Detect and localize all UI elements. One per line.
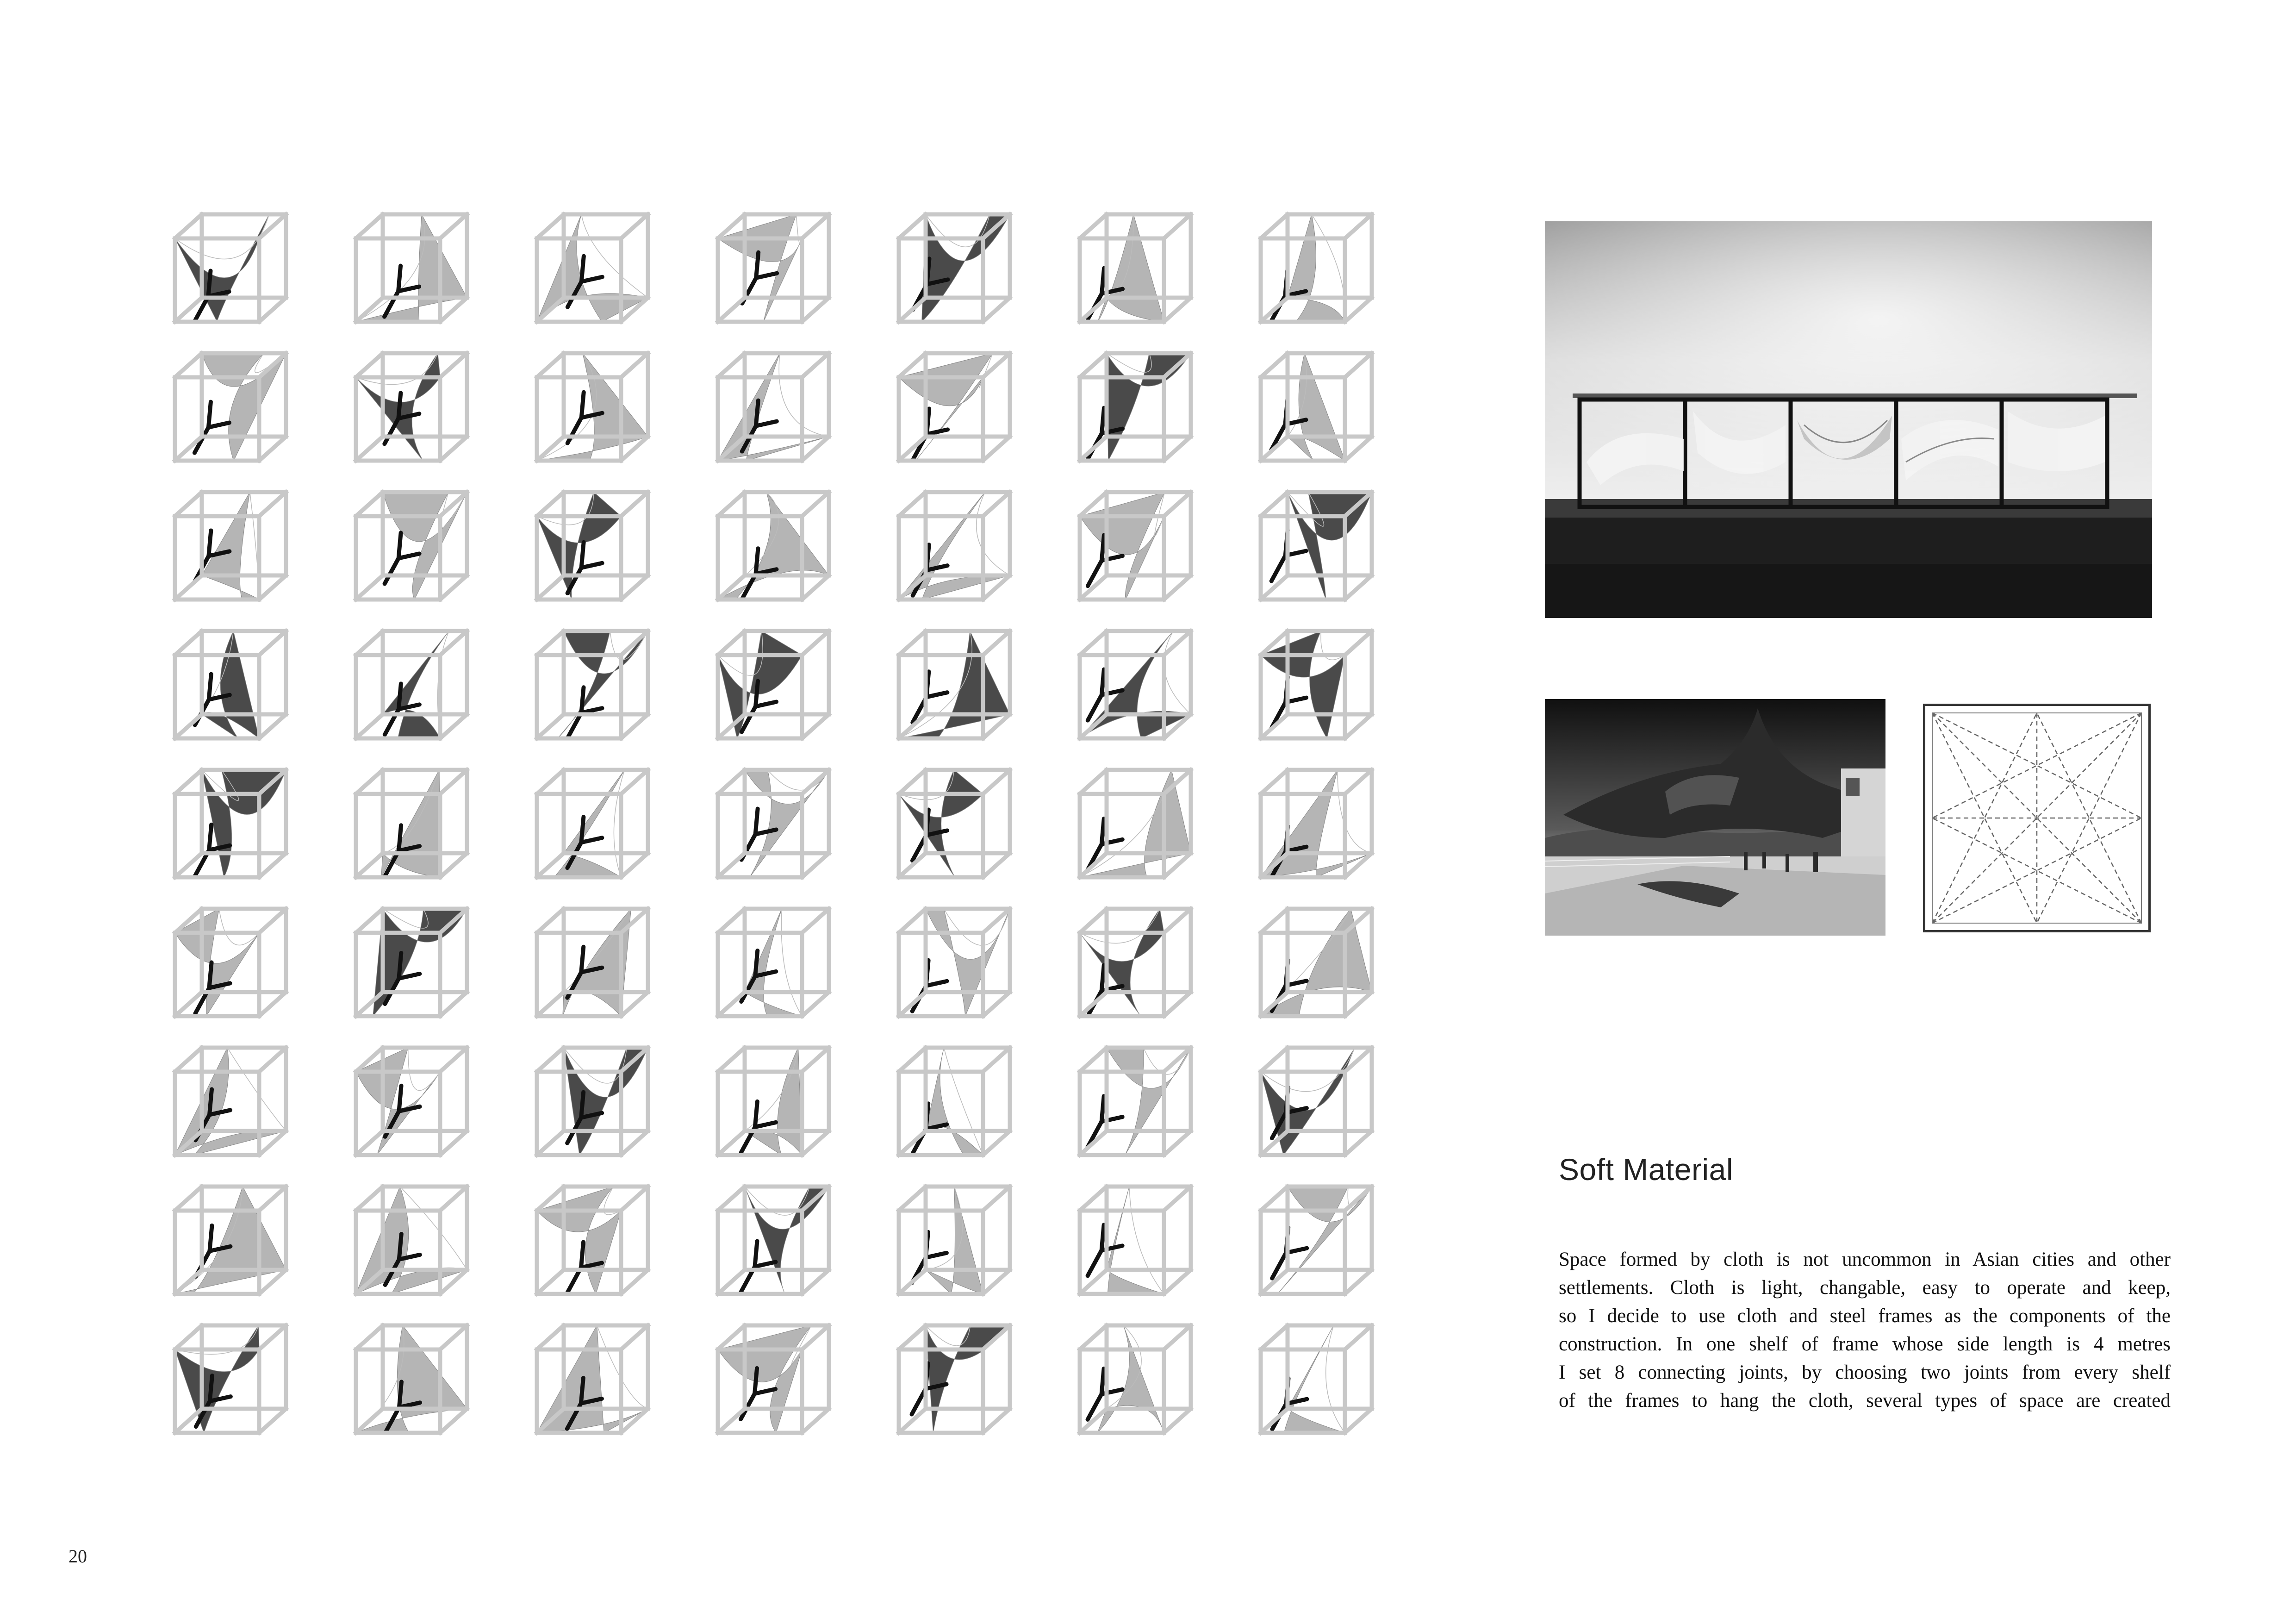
cube-variation: [167, 484, 296, 613]
page-number: 20: [68, 1546, 87, 1567]
cube-variation: [348, 345, 477, 475]
cube-variation: [1071, 900, 1201, 1030]
fold-pattern-diagram: [1923, 704, 2151, 932]
cube-variation: [167, 900, 296, 1030]
cube-variation: [1071, 484, 1201, 613]
cube-variation: [348, 762, 477, 891]
cube-variation: [529, 484, 658, 613]
cube-variation: [529, 1178, 658, 1308]
canopy-photo: [1545, 699, 1885, 936]
section-title: Soft Material: [1559, 1152, 1733, 1187]
cube-variation: [709, 1178, 839, 1308]
cube-variation: [890, 484, 1020, 613]
cube-variation: [1252, 206, 1382, 336]
cube-variation: [167, 1178, 296, 1308]
cube-variation: [709, 1317, 839, 1447]
cube-variation: [348, 1178, 477, 1308]
cube-variation: [1071, 1317, 1201, 1447]
cube-variation-grid: [167, 206, 1416, 1484]
cube-variation: [1071, 623, 1201, 752]
cube-variation: [890, 206, 1020, 336]
cube-variation: [1252, 900, 1382, 1030]
cube-variation: [890, 623, 1020, 752]
cube-variation: [1252, 1039, 1382, 1169]
cube-variation: [890, 345, 1020, 475]
cube-variation: [709, 623, 839, 752]
paragraph-line: of the frames to hang the cloth, several types of space are created: [1559, 1390, 2171, 1412]
cube-variation: [1071, 345, 1201, 475]
cube-variation: [1252, 623, 1382, 752]
paragraph-line: construction. In one shelf of frame whose side length is 4 metres: [1559, 1333, 2171, 1355]
paragraph-line: settlements. Cloth is light, changable, easy to operate and keep,: [1559, 1277, 2171, 1299]
cube-variation: [167, 762, 296, 891]
cube-variation: [1071, 1178, 1201, 1308]
model-photo: [1545, 221, 2152, 618]
cube-variation: [890, 1317, 1020, 1447]
cube-variation: [167, 1039, 296, 1169]
cube-variation: [1071, 1039, 1201, 1169]
cube-variation: [167, 206, 296, 336]
cube-variation: [890, 1039, 1020, 1169]
cube-variation: [167, 623, 296, 752]
description-paragraph: [1559, 1245, 2171, 1415]
cube-variation: [529, 1317, 658, 1447]
cube-variation: [1252, 345, 1382, 475]
cube-variation: [1071, 206, 1201, 336]
cube-variation: [1252, 1178, 1382, 1308]
paragraph-line: Space formed by cloth is not uncommon in Asian cities and other: [1559, 1249, 2171, 1270]
cube-variation: [1252, 762, 1382, 891]
cube-variation: [1252, 1317, 1382, 1447]
paragraph-line: so I decide to use cloth and steel frames as the components of the: [1559, 1305, 2171, 1327]
cube-variation: [167, 1317, 296, 1447]
cube-variation: [348, 206, 477, 336]
cube-variation: [529, 206, 658, 336]
cube-variation: [890, 1178, 1020, 1308]
cube-variation: [709, 762, 839, 891]
cube-variation: [348, 623, 477, 752]
cube-variation: [529, 623, 658, 752]
cube-variation: [1071, 762, 1201, 891]
cube-variation: [348, 484, 477, 613]
cube-variation: [1252, 484, 1382, 613]
cube-variation: [167, 345, 296, 475]
cube-variation: [529, 1039, 658, 1169]
cube-variation: [890, 900, 1020, 1030]
cube-variation: [348, 900, 477, 1030]
cube-variation: [709, 206, 839, 336]
cube-variation: [709, 345, 839, 475]
cube-variation: [529, 762, 658, 891]
cube-variation: [529, 900, 658, 1030]
cube-variation: [709, 900, 839, 1030]
cube-variation: [709, 484, 839, 613]
cube-variation: [529, 345, 658, 475]
cube-variation: [348, 1039, 477, 1169]
cube-variation: [890, 762, 1020, 891]
cube-variation: [348, 1317, 477, 1447]
cube-variation: [709, 1039, 839, 1169]
paragraph-line: I set 8 connecting joints, by choosing two joints from every shelf: [1559, 1362, 2171, 1383]
